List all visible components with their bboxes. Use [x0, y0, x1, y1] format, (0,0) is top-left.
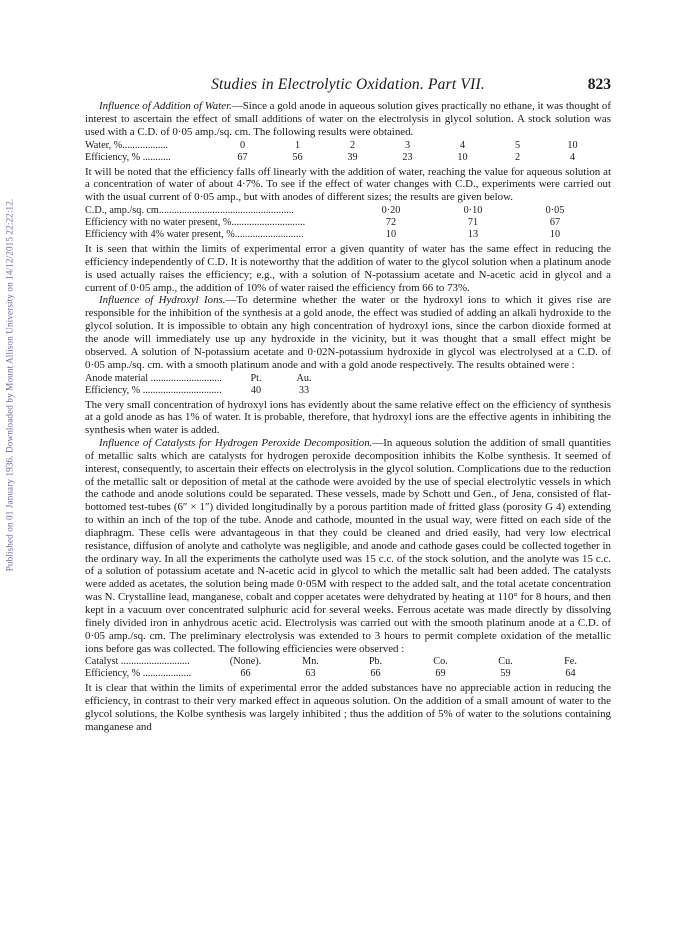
- table-row: [85, 205, 596, 217]
- paragraph-water: [85, 100, 611, 139]
- paragraph-catalysts: [85, 437, 611, 655]
- table-row: [85, 668, 603, 680]
- table-cell: 0: [239, 139, 246, 151]
- section-lead-water: Influence of Addition of Water.: [99, 100, 232, 112]
- row-label-efficiency: Efficiency, % ...........: [85, 151, 171, 163]
- table-row: [85, 217, 596, 229]
- table-cell: Cu.: [498, 656, 513, 668]
- paragraph-catalysts-body: —In aqueous solution the addition of small quantities of metallic salts which are catalysts for hydrogen peroxide decomposition inhibits the Kolbe synthesis. It seemed of interest, consequently, to ascertain their effects on electrolysis in the glycol solution. Complications due to the reduction of the metallic salt or deposition of metal at the cathode were avoided by the use of special electrolytic vessels in which the cathode and anode solutions could be separated. These vessels, made by Schott und Gen., of Jena, consisted of flat-bottomed test-tubes (6″ × 1″) divided longitudinally by a porous partition made of fritted glass (porosity G 4) extending to within an inch of the top of the tube. Anode and cathode, mounted in the usual way, were fitted on each side of the diaphragm. These cells were advantageous in that they could be cleaned and dried easily, had very low electrical resistance, diffusion of anolyte and catholyte was negligible, and anode and cathode gases could be collected together in the ordinary way. In all the experiments the catholyte used was 15 c.c. of the stock solution, and the anolyte was 15 c.c. of a solution of potassium acetate and N-acetic acid in glycol to which the metallic salt had been added. The catalysts were added as acetates, the solution being made 0·05M with respect to the added salt, and the total acetate concentration was N. Crystalline lead, manganese, cobalt and copper acetates were dehydrated by heating at 110° for 8 hours, and then kept in a vacuum over concentrated sulphuric acid for several weeks. Ferrous acetate was made directly by dissolving finely divided iron in anhydrous acetic acid. Electrolysis was carried out with the smooth platinum anode at a C.D. of 0·05 amp./sq. cm. The preliminary electrolysis was extended to 3 hours to permit complete oxidation of the metallic ions before gas was collected. The following efficiencies were observed :: [85, 437, 611, 655]
- page-header: [85, 76, 611, 96]
- paragraph-hydroxyl: [85, 294, 611, 371]
- table-cell: Fe.: [564, 656, 577, 668]
- table-cell: (None).: [229, 656, 262, 668]
- table-current-density: [85, 205, 596, 241]
- table-row: [85, 140, 600, 152]
- paragraph-linear: It will be noted that the efficiency falls off linearly with the addition of water, reaching the value for aqueous solution at a concentration of water of about 4·7%. To see if the effect of water changes with C.D., experiments were carried out with the usual current of 0·05 amp., but with anodes of different sizes; the results are given below.: [85, 165, 611, 204]
- table-cell: 10: [567, 139, 578, 151]
- table-catalyst-efficiency: [85, 656, 603, 680]
- table-cell: 59: [500, 668, 511, 680]
- paragraph-clear: It is clear that within the limits of experimental error the added substances have no appreciable action in reducing the efficiency, in contrast to their very marked effect in aqueous solution. On the addition of a small amount of water to the glycol solutions, the Kolbe synthesis was largely inhibited ; thus the addition of 5% of water to the solutions containing manganese and: [85, 682, 611, 733]
- row-label: Efficiency with 4% water present, %...........................: [85, 229, 304, 241]
- row-label: Catalyst ...........................: [85, 656, 190, 668]
- table-cell: 0·05: [545, 205, 565, 217]
- side-note-text: Published on 01 January 1936. Downloaded by Mount Allison University on 14/12/2015 22:22:12.: [4, 198, 15, 572]
- table-cell: 10: [385, 229, 397, 241]
- table-cell: 10: [549, 229, 561, 241]
- table-cell: 10: [457, 151, 468, 163]
- table-row: [85, 373, 328, 385]
- paragraph-seen: It is seen that within the limits of experimental error a given quantity of water has the same effect in reducing the efficiency independently of C.D. It is noteworthy that the addition of water to the glycol solution when a platinum anode is used actually raises the efficiency; e.g., with a solution of N-potassium acetate and N-acetic acid in glycol and a current of 0·05 amp., the addition of 10% of water raised the efficiency from 66 to 73%.: [85, 243, 611, 294]
- paper-page: [85, 76, 611, 734]
- table-cell: 3: [404, 139, 411, 151]
- table-cell: 71: [467, 217, 479, 229]
- table-cell: Pb.: [368, 656, 383, 668]
- table-cell: 0·10: [463, 205, 483, 217]
- row-label: Efficiency with no water present, %.............................: [85, 217, 306, 229]
- table-cell: 5: [514, 139, 521, 151]
- section-lead-catalysts: Influence of Catalysts for Hydrogen Peroxide Decomposition.: [99, 437, 373, 450]
- table-cell: 67: [237, 151, 248, 163]
- table-cell: 66: [370, 668, 381, 680]
- table-cell: 2: [349, 139, 356, 151]
- table-cell: 67: [549, 217, 561, 229]
- paragraph-water-body: —Since a gold anode in aqueous solution gives practically no ethane, it was thought of interest to ascertain the effect of small additions of water on the electrolysis in glycol solution. A stock solution was used with a C.D. of 0·05 amp./sq. cm. The following results were obtained.: [85, 100, 611, 138]
- table-cell: 66: [240, 668, 251, 680]
- table-cell: 13: [467, 229, 479, 241]
- table-cell: 33: [298, 384, 310, 396]
- table-cell: 63: [305, 668, 316, 680]
- table-cell: Au.: [296, 372, 312, 384]
- row-label-water: Water, %..................: [85, 139, 169, 151]
- table-cell: 72: [385, 217, 397, 229]
- table-cell: 69: [435, 668, 446, 680]
- table-cell: Mn.: [302, 656, 319, 668]
- table-row: [85, 152, 600, 164]
- row-label: C.D., amp./sq. cm.....................................................: [85, 205, 294, 217]
- table-row: [85, 656, 603, 668]
- table-cell: Pt.: [250, 372, 262, 384]
- table-row: [85, 385, 328, 397]
- row-label: Efficiency, % ...................: [85, 668, 192, 680]
- table-cell: 4: [459, 139, 466, 151]
- table-cell: 64: [565, 668, 576, 680]
- table-cell: 2: [514, 151, 521, 163]
- table-water-efficiency: [85, 140, 600, 164]
- section-lead-hydroxyl: Influence of Hydroxyl Ions.: [99, 294, 226, 307]
- running-title: Studies in Electrolytic Oxidation. Part VII.: [211, 76, 485, 93]
- paragraph-small-concentration: The very small concentration of hydroxyl ions has evidently about the same relative effect on the efficiency of synthesis at a gold anode as has 1% of water. It is probable, therefore, that hydroxyl ions are the effective agents in inhibiting the synthesis when water is added.: [85, 398, 611, 437]
- table-cell: 40: [250, 384, 262, 396]
- table-cell: 39: [347, 151, 358, 163]
- table-anode-material: [85, 373, 328, 397]
- row-label: Anode material ............................: [85, 372, 222, 384]
- table-row: [85, 229, 596, 241]
- row-label: Efficiency, % ...............................: [85, 384, 222, 396]
- table-cell: 1: [294, 139, 301, 151]
- table-cell: 4: [569, 151, 576, 163]
- table-cell: 23: [402, 151, 413, 163]
- table-cell: Co.: [433, 656, 448, 668]
- table-cell: 56: [292, 151, 303, 163]
- table-cell: 0·20: [381, 205, 401, 217]
- page-number: 823: [587, 76, 611, 93]
- publication-side-note: [2, 150, 16, 620]
- paragraph-hydroxyl-body: —To determine whether the water or the hydroxyl ions to which it gives rise are responsible for the inhibition of the synthesis at a gold anode, the effect was studied of adding an alkali hydroxide to the glycol solution. It is impossible to obtain any high concentration of hydroxyl ions, since the carbon dioxide formed at the anode will immediately use up any hydroxide in the vicinity, but it was thought that a small effect might be observed. A solution of N-potassium acetate and 0·02N-potassium hydroxide in glycol was electrolysed at a C.D. of 0·05 amp./sq. cm. with a smooth platinum anode and with a gold anode respectively. The results obtained were :: [85, 294, 612, 371]
